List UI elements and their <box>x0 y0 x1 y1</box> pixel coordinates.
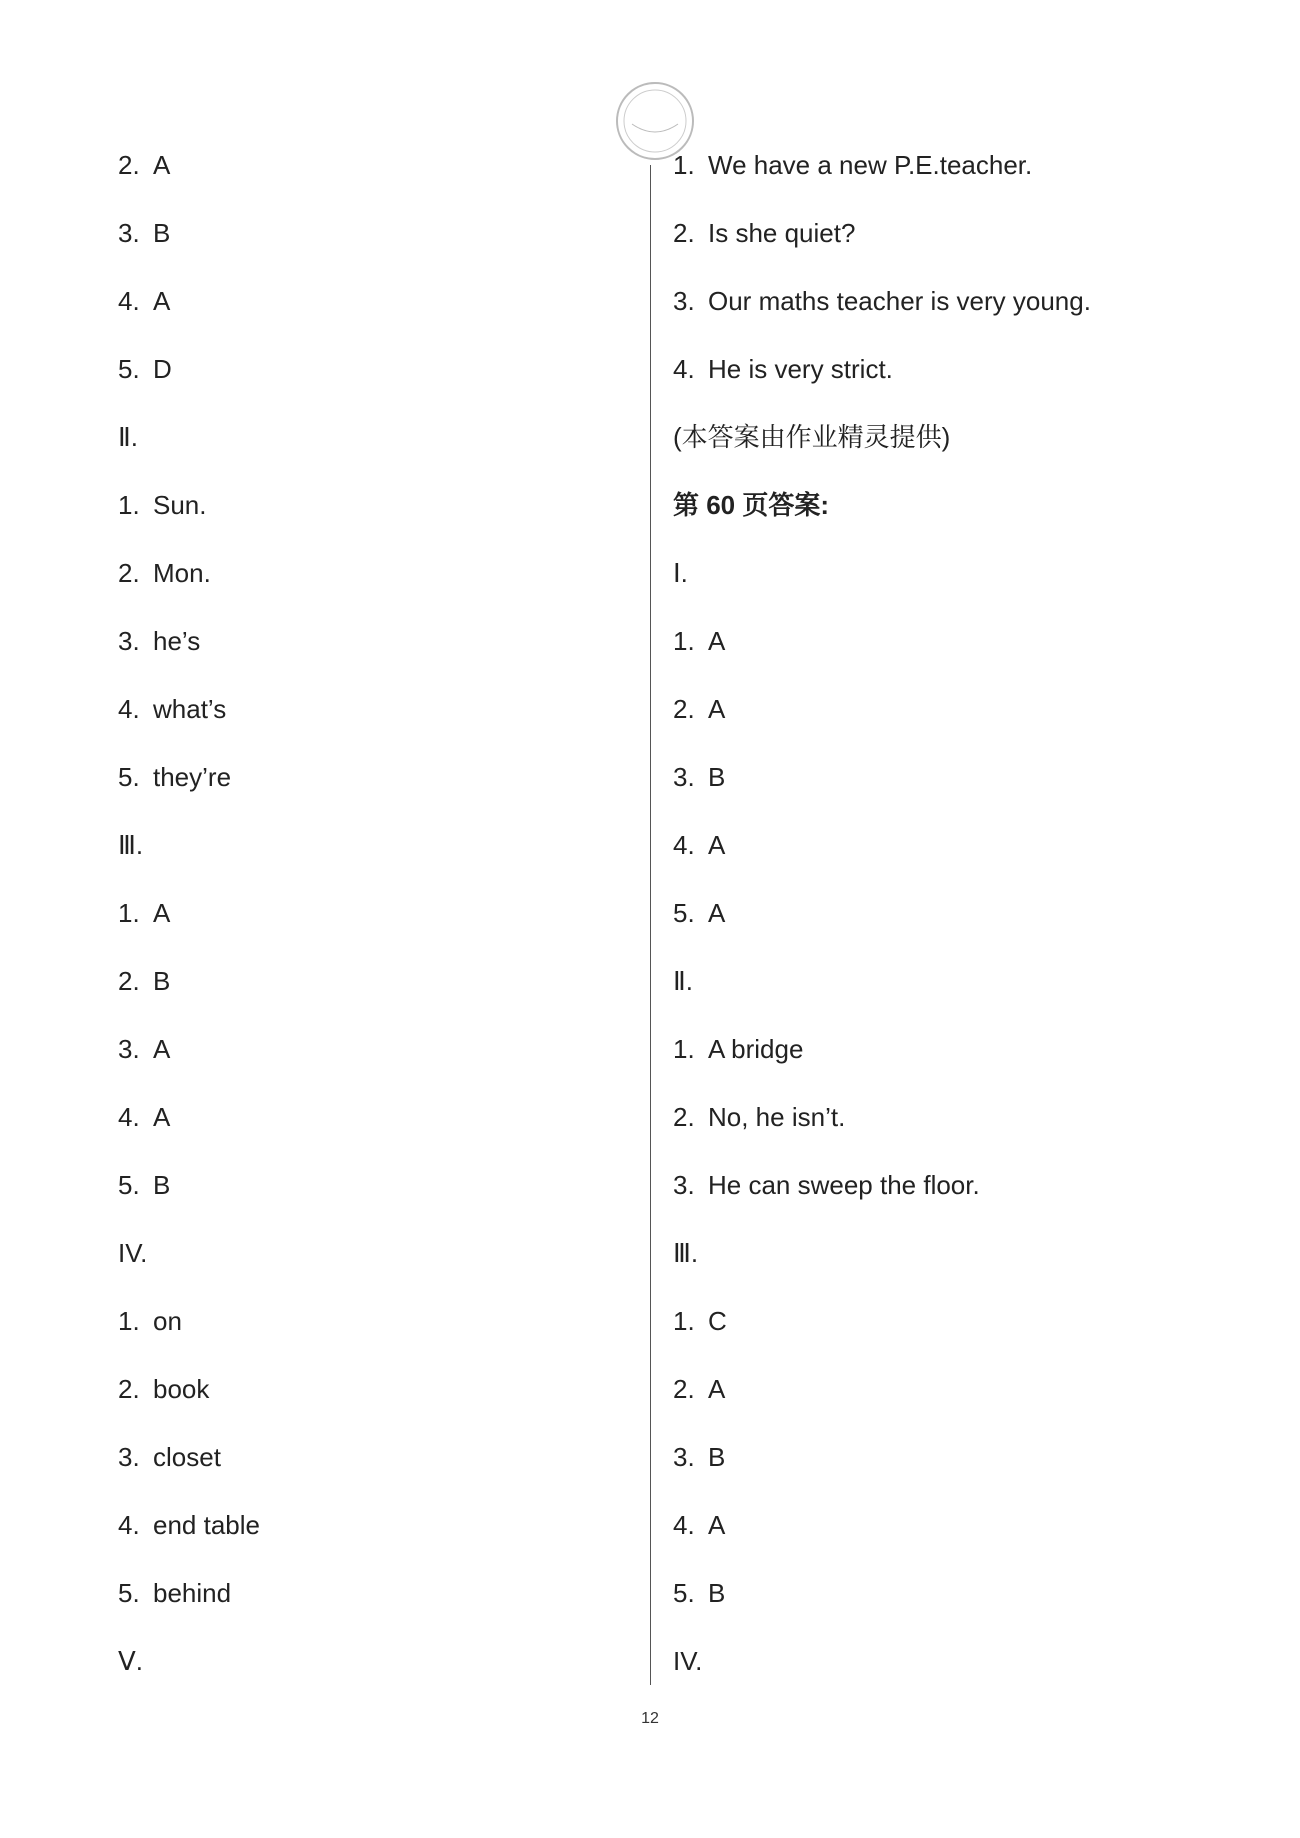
answer-number: 1. <box>673 150 695 180</box>
answer-line <box>118 471 618 539</box>
answer-text: A <box>153 150 171 180</box>
answer-number: 5. <box>118 1170 140 1200</box>
answer-text: closet <box>153 1442 221 1472</box>
answer-number: 4. <box>118 286 140 316</box>
answer-text: A <box>708 626 726 656</box>
section-heading <box>673 947 1233 1015</box>
answer-text: A <box>153 286 171 316</box>
answer-text: what’s <box>153 694 227 724</box>
answer-text: they’re <box>153 762 232 792</box>
column-divider <box>650 165 651 1685</box>
answer-text: he’s <box>153 626 201 656</box>
answer-line <box>118 1491 618 1559</box>
section-heading <box>673 1627 1233 1695</box>
answer-line <box>118 607 618 675</box>
answer-line <box>673 1355 1233 1423</box>
answer-line <box>673 335 1233 403</box>
answer-number: 4. <box>118 694 140 724</box>
answer-text: A <box>708 694 726 724</box>
answer-text: A <box>153 1034 171 1064</box>
answer-line <box>673 1287 1233 1355</box>
answer-text: Mon. <box>153 558 211 588</box>
answer-number: 3. <box>673 1170 695 1200</box>
answer-line <box>673 267 1233 335</box>
section-heading <box>118 1627 618 1695</box>
answer-line <box>673 743 1233 811</box>
section-heading <box>673 403 1233 471</box>
answer-line <box>673 879 1233 947</box>
answer-number: 1. <box>673 1034 695 1064</box>
answer-number: 5. <box>673 1578 695 1608</box>
answer-number: 3. <box>118 218 140 248</box>
answer-text: Ⅲ. <box>673 1238 699 1268</box>
answer-line <box>118 743 618 811</box>
answer-number: 3. <box>673 1442 695 1472</box>
answer-line <box>673 131 1233 199</box>
answer-line <box>118 335 618 403</box>
answer-line <box>118 1559 618 1627</box>
answer-text: He is very strict. <box>708 354 893 384</box>
answer-text: end table <box>153 1510 260 1540</box>
answer-text: Ⅱ. <box>673 966 694 996</box>
answer-number: 5. <box>118 354 140 384</box>
answer-line <box>118 539 618 607</box>
answer-number: 5. <box>118 1578 140 1608</box>
answer-number: 2. <box>118 1374 140 1404</box>
answer-text: Is she quiet? <box>708 218 856 248</box>
answer-number: 2. <box>673 1374 695 1404</box>
answer-text: D <box>153 354 172 384</box>
section-heading <box>673 539 1233 607</box>
answer-line <box>673 1015 1233 1083</box>
answer-text: A <box>153 1102 171 1132</box>
answer-text: behind <box>153 1578 232 1608</box>
answer-number: 4. <box>118 1510 140 1540</box>
answer-line <box>673 1151 1233 1219</box>
answer-line <box>118 1355 618 1423</box>
answer-number: 4. <box>673 354 695 384</box>
answer-number: 2. <box>673 1102 695 1132</box>
answer-text: IV. <box>673 1646 703 1676</box>
answer-number: 3. <box>118 1442 140 1472</box>
answer-number: 2. <box>118 966 140 996</box>
answer-text: He can sweep the floor. <box>708 1170 980 1200</box>
answer-text: A <box>708 1510 726 1540</box>
answer-line <box>673 1491 1233 1559</box>
answer-line <box>118 199 618 267</box>
answer-number: 5. <box>118 762 140 792</box>
answer-number: 1. <box>118 490 140 520</box>
section-heading <box>673 471 1233 539</box>
answer-line <box>673 1423 1233 1491</box>
answer-text: A <box>153 898 171 928</box>
answer-text: A bridge <box>708 1034 804 1064</box>
answer-text: Ⅴ. <box>118 1646 144 1676</box>
answer-number: 2. <box>118 558 140 588</box>
answer-line <box>118 1015 618 1083</box>
answer-number: 3. <box>673 762 695 792</box>
answer-number: 4. <box>118 1102 140 1132</box>
answer-number: 1. <box>118 898 140 928</box>
answer-line <box>118 267 618 335</box>
answer-line <box>118 1287 618 1355</box>
answer-text: Sun. <box>153 490 207 520</box>
answer-text: A <box>708 830 726 860</box>
answer-line <box>673 1559 1233 1627</box>
answer-number: 4. <box>673 830 695 860</box>
answer-text: IV. <box>118 1238 148 1268</box>
answer-line <box>673 1083 1233 1151</box>
page-number: 12 <box>641 1710 659 1727</box>
answer-text: on <box>153 1306 182 1336</box>
answer-text: Ⅲ. <box>118 830 144 860</box>
answer-column-left <box>118 131 618 1695</box>
answer-text: book <box>153 1374 210 1404</box>
answer-line <box>118 879 618 947</box>
section-heading <box>673 1219 1233 1287</box>
answer-text: A <box>708 1374 726 1404</box>
answer-line <box>118 1423 618 1491</box>
answer-text: B <box>708 1442 726 1472</box>
answer-line <box>673 675 1233 743</box>
section-heading <box>118 403 618 471</box>
answer-line <box>118 131 618 199</box>
answer-number: 2. <box>118 150 140 180</box>
answer-text: Ⅰ. <box>673 558 688 588</box>
answer-text: B <box>153 218 171 248</box>
answer-number: 5. <box>673 898 695 928</box>
answer-line <box>673 811 1233 879</box>
answer-number: 2. <box>673 694 695 724</box>
answer-text: (本答案由作业精灵提供) <box>673 422 951 452</box>
answer-line <box>673 607 1233 675</box>
answer-line <box>673 199 1233 267</box>
answer-text: We have a new P.E.teacher. <box>708 150 1033 180</box>
answer-text: Ⅱ. <box>118 422 139 452</box>
answer-text: B <box>153 1170 171 1200</box>
answer-number: 3. <box>118 1034 140 1064</box>
answer-line <box>118 675 618 743</box>
answer-text: A <box>708 898 726 928</box>
answer-number: 1. <box>673 626 695 656</box>
answer-text: B <box>708 762 726 792</box>
answer-number: 3. <box>118 626 140 656</box>
answer-text: B <box>153 966 171 996</box>
answer-number: 2. <box>673 218 695 248</box>
answer-text: Our maths teacher is very young. <box>708 286 1091 316</box>
answer-text: 第 60 页答案: <box>673 490 830 520</box>
answer-column-right <box>673 131 1233 1695</box>
answer-text: B <box>708 1578 726 1608</box>
answer-line <box>118 947 618 1015</box>
answer-number: 1. <box>118 1306 140 1336</box>
answer-line <box>118 1151 618 1219</box>
answer-line <box>118 1083 618 1151</box>
answer-number: 1. <box>673 1306 695 1336</box>
answer-number: 3. <box>673 286 695 316</box>
answer-text: C <box>708 1306 727 1336</box>
stamp-logo <box>612 78 698 164</box>
answer-text: No, he isn’t. <box>708 1102 846 1132</box>
section-heading <box>118 811 618 879</box>
section-heading <box>118 1219 618 1287</box>
answer-number: 4. <box>673 1510 695 1540</box>
